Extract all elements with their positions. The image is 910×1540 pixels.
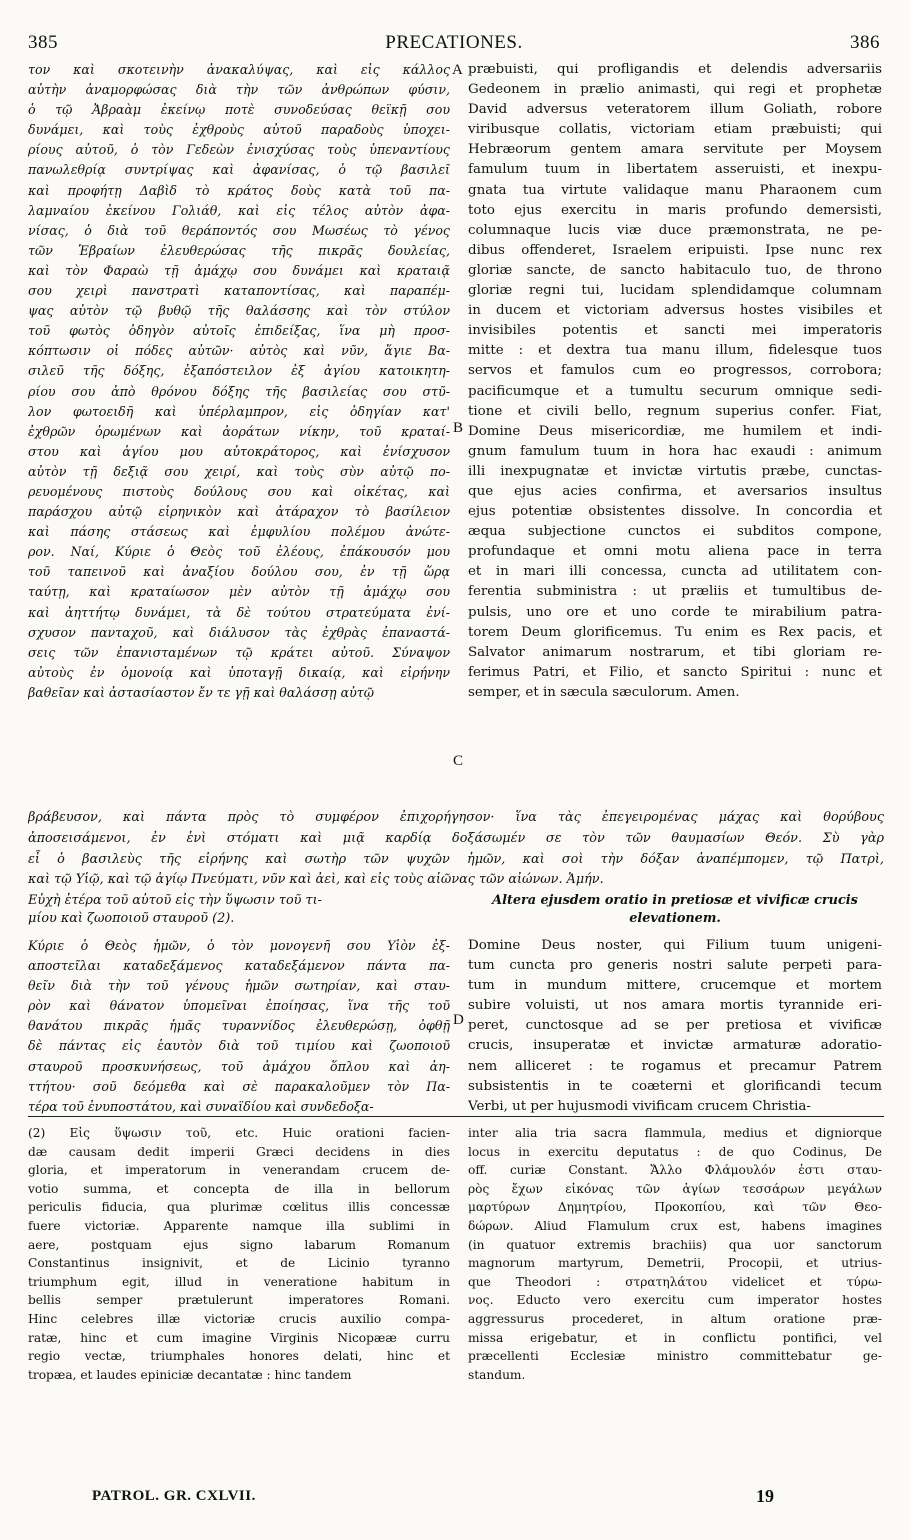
- footnote-line: regio vectæ, triumphales honores delati, hinc et: [28, 1349, 450, 1364]
- latin-text-line: David adversus veteratorem illum Goliath, robore: [468, 102, 882, 118]
- greek-column-second: [28, 936, 450, 1117]
- latin-text-line: pulsis, uno ore et uno corde te mirabilium patra-: [468, 604, 882, 620]
- footnote-line: missa erigebatur, et in conflictu pontifici, vel: [468, 1330, 882, 1345]
- greek-text-line: αποστεῖλαι καταδεξάμενος καταδεξάμενον πάντα πα-: [28, 958, 450, 974]
- greek-text-line: ρον. Ναί, Κύριε ὁ Θεὸς τοῦ ἐλέους, ἐπάκουσόν μου: [28, 544, 450, 560]
- latin-text-line: peret, cunctosque ad se per pretiosa et vivificæ: [468, 1018, 882, 1034]
- footnote-left: [28, 1124, 450, 1384]
- latin-text-line: subsistentis in te coæterni et glorificandi tecum: [468, 1078, 882, 1094]
- greek-text-line: αὐτοὺς ἐν ὁμονοίᾳ καὶ ὑποταγῇ δικαίᾳ, καὶ εἰρήνην: [28, 664, 450, 680]
- footnote-line: aere, postquam ejus signo labarum Romanum: [28, 1237, 450, 1252]
- footnote-divider: [28, 1116, 884, 1117]
- latin-text-line: gnum famulum tuum in hora hac exaudi : animum: [468, 443, 882, 459]
- greek-text-line: τοῦ φωτὸς ὁδηγὸν αὐτοῖς ἐπιδείξας, ἵνα μὴ προσ-: [28, 323, 450, 339]
- latin-text-line: præbuisti, qui profligandis et delendis adversariis: [468, 62, 882, 77]
- greek-text-line: καὶ τὸν Φαραὼ τῇ ἀμάχῳ σου δυνάμει καὶ κραταιᾷ: [28, 262, 450, 278]
- greek-text-line: λαμναίου ἐκείνου Γολιάθ, καὶ εἰς τέλος αὐτὸν ἀφα-: [28, 202, 450, 218]
- footnote-line: præcellenti Ecclesiæ ministro committebatur ge-: [468, 1349, 882, 1364]
- footnote-line: periculis fiducia, qua plurimæ cœlitus illis concessæ: [28, 1200, 450, 1215]
- latin-text-line: gnata tua virtute validaque manu Pharaonem cum: [468, 182, 882, 198]
- greek-text-line: κόπτωσιν οἱ πόδες αὐτῶν· αὐτὸς καὶ νῦν, ἅγιε Βα-: [28, 343, 450, 359]
- greek-text-line: ἐχθρῶν ὁρωμένων καὶ ἀοράτων νίκην, τοῦ κραταί-: [28, 423, 450, 439]
- greek-full-line: βράβευσον, καὶ πάντα πρὸς τὸ συμφέρον ἐπιχορήγησον· ἵνα τὰς ἐπεγειρομένας μάχας καὶ θορύβους: [28, 810, 884, 825]
- greek-text-line: Κύριε ὁ Θεὸς ἡμῶν, ὁ τὸν μονογενῆ σου Υἱὸν ἐξ-: [28, 938, 450, 953]
- latin-text-line: mitte : et dextra tua manu illum, fidelesque tuos: [468, 343, 882, 359]
- printer-signature: 19: [756, 1486, 774, 1506]
- latin-text-line: viribusque collatis, victoriam etiam præbuisti; qui: [468, 122, 882, 138]
- greek-text-line: ρίου σου ἀπὸ θρόνου δόξης τῆς βασιλείας σου στῦ-: [28, 383, 450, 399]
- footnote-line: δώρων. Aliud Flamulum crux est, habens imagines: [468, 1218, 882, 1233]
- latin-text-line: ferentia subministra : ut præliis et tumultibus de-: [468, 584, 882, 600]
- footnote-line: triumphum egit, illud in veneratione habitum in: [28, 1274, 450, 1289]
- footnote-line: νος. Educto vero exercitu cum imperator hostes: [468, 1293, 882, 1308]
- latin-column-second: [468, 936, 882, 1117]
- greek-text-line: πανωλεθρίᾳ συντρίψας καὶ ἀφανίσας, ὁ τῷ βασιλεῖ: [28, 162, 450, 178]
- margin-marker-a: A: [452, 62, 463, 78]
- latin-text-line: torem Deum glorificemus. Tu enim es Rex pacis, et: [468, 624, 882, 640]
- latin-text-line: tione et civili bello, regnum superius confer. Fiat,: [468, 403, 882, 419]
- latin-text-line: semper, et in sæcula sæculorum. Amen.: [468, 684, 740, 700]
- footnote-line: inter alia tria sacra flammula, medius et digniorque: [468, 1126, 882, 1140]
- footnote-line: magnorum martyrum, Demetrii, Procopii, et utrius-: [468, 1256, 882, 1271]
- greek-title-line: Εὐχὴ ἑτέρα τοῦ αὐτοῦ εἰς τὴν ὕψωσιν τοῦ τι-: [28, 893, 322, 908]
- footnote-line: (in quatuor extremis brachiis) qua uor sanctorum: [468, 1237, 882, 1252]
- latin-text-line: toto ejus exercitu in maris profundo demersisti,: [468, 202, 882, 218]
- greek-text-line: ττήτου· σοῦ δεόμεθα καὶ σὲ παρακαλοῦμεν τὸν Πα-: [28, 1078, 450, 1094]
- footnote-line: ρὸς ἔχων εἰκόνας τῶν ἁγίων τεσσάρων μεγάλων: [468, 1181, 882, 1196]
- greek-full-line: ἀποσεισάμενοι, ἐν ἑνὶ στόματι καὶ μιᾷ καρδίᾳ δοξάσωμέν σε τὸν τῶν θαυμασίων Θεόν. Σὺ γὰρ: [28, 830, 884, 846]
- footnote-line: bellis semper prætulerunt imperatores Romani.: [28, 1293, 450, 1308]
- greek-text-line: αὐτὴν ἀναμορφώσας διὰ τὴν τῶν ἀνθρώπων φύσιν,: [28, 82, 450, 98]
- latin-text-line: Domine Deus noster, qui Filium tuum unigeni-: [468, 938, 882, 953]
- latin-text-line: æqua subjectione cunctos ei subditos compone,: [468, 524, 882, 540]
- greek-text-line: σεις τῶν ἐπανισταμένων τῷ κράτει αὐτοῦ. Σύναψον: [28, 644, 450, 660]
- greek-text-line: θεῖν διὰ τὴν τοῦ γένους ἡμῶν σωτηρίαν, καὶ σταυ-: [28, 978, 450, 994]
- latin-text-line: servos et famulos cum eo progressos, corrobora;: [468, 363, 882, 379]
- latin-text-line: gloriæ regni tui, lucidam splendidamque columnam: [468, 283, 882, 299]
- latin-text-line: Verbi, ut per hujusmodi vivificam crucem Christia-: [468, 1098, 811, 1114]
- footnote-line: Hinc celebres illæ victoriæ crucis auxilio compa-: [28, 1311, 450, 1326]
- latin-text-line: ejus potentiæ obsistentes dissolve. In concordia et: [468, 504, 882, 520]
- greek-text-line: καὶ ἀηττήτῳ δυνάμει, τὰ δὲ τούτου στρατεύματα ἐνί-: [28, 604, 450, 620]
- running-title: PRECATIONES.: [385, 32, 523, 53]
- footnote-line: fuere victoriæ. Apparente namque illa sublimi in: [28, 1218, 450, 1233]
- latin-text-line: dibus offenderet, Israelem eripuisti. Ipse nunc rex: [468, 242, 882, 258]
- latin-text-line: tum cuncta pro generis nostri salute perpeti para-: [468, 958, 882, 974]
- footnote-line: ratæ, hinc et cum imagine Virginis Nicopææ curru: [28, 1330, 450, 1345]
- greek-text-line: δὲ πάντας εἰς ἑαυτὸν διὰ τοῦ τιμίου καὶ ζωοποιοῦ: [28, 1038, 450, 1054]
- footnote-line: gloria, et imperatorum in venerandam crucem de-: [28, 1163, 450, 1178]
- footnote-line: Constantinus insignivit, et de Licinio tyranno: [28, 1256, 450, 1271]
- latin-prayer-title: [468, 892, 882, 928]
- greek-text-line: λον φωτοειδῆ καὶ ὑπέρλαμπρον, εἰς ὁδηγίαν κατ': [28, 403, 450, 419]
- greek-prayer-title: [28, 892, 450, 928]
- latin-text-line: et in mari illi concessa, cuncta ad utilitatem con-: [468, 564, 882, 580]
- latin-text-line: tum in mundum mittere, crucemque et mortem: [468, 978, 882, 994]
- latin-text-line: famulum tuum in libertatem asseruisti, et inexpu-: [468, 162, 882, 178]
- greek-text-line: ρὸν καὶ θάνατον ὑπομεῖναι ἐποίησας, ἵνα τῆς τοῦ: [28, 998, 450, 1014]
- latin-text-line: invisibiles potentis et sancti mei imperatoris: [468, 323, 882, 339]
- greek-title-line: μίου καὶ ζωοποιοῦ σταυροῦ (2).: [28, 911, 235, 926]
- margin-marker-d: D: [453, 1012, 464, 1028]
- page-number-left: 385: [28, 32, 58, 53]
- footnote-line: off. curiæ Constant. Ἄλλο Φλάμουλόν ἐστι σταυ-: [468, 1163, 882, 1178]
- greek-text-line: ταύτῃ, καὶ κραταίωσον μὲν αὐτὸν τῇ ἀμάχῳ σου: [28, 584, 450, 600]
- greek-text-line: στου καὶ ἁγίου μου αὐτοκράτορος, καὶ ἐνίσχυσον: [28, 443, 450, 459]
- latin-text-line: in ducem et victoriam adversus hostes visibiles et: [468, 303, 882, 319]
- latin-text-line: Gedeonem in prælio animasti, qui regi et prophetæ: [468, 82, 882, 98]
- greek-text-line: αὐτὸν τῇ δεξιᾷ σου χειρί, καὶ τοὺς σὺν αὐτῷ πο-: [28, 463, 450, 479]
- latin-title-line: elevationem.: [629, 911, 721, 926]
- greek-full-line: καὶ τῷ Υἱῷ, καὶ τῷ ἁγίῳ Πνεύματι, νῦν καὶ ἀεὶ, καὶ εἰς τοὺς αἰῶνας τῶν αἰώνων. Ἀμήν.: [28, 872, 604, 888]
- latin-text-line: Hebræorum gentem amara servitute per Moysem: [468, 142, 882, 158]
- latin-text-line: gloriæ sancte, de sancto habitaculo tuo, de throno: [468, 262, 882, 278]
- greek-text-line: τοῦ ταπεινοῦ καὶ ἀναξίου δούλου σου, ἐν τῇ ὥρᾳ: [28, 564, 450, 580]
- greek-text-line: νίσας, ὁ διὰ τοῦ θεράποντός σου Μωσέως τὸ γένος: [28, 222, 450, 238]
- footnote-line: tropæa, et laudes epiniciæ decantatæ : hinc tandem: [28, 1367, 352, 1382]
- footnote-line: (2) Εἰς ὕψωσιν τοῦ, etc. Huic orationi facien-: [28, 1126, 450, 1140]
- latin-title-line: Altera ejusdem oratio in pretiosæ et vivificæ crucis: [492, 893, 858, 908]
- latin-text-line: crucis, insuperatæ et invictæ armaturæ adoratio-: [468, 1038, 882, 1054]
- footnote-line: locus in exercitu deputatus : de quo Codinus, De: [468, 1144, 882, 1159]
- greek-full-width-lines: [28, 808, 884, 891]
- greek-text-line: βαθεῖαν καὶ ἀστασίαστον ἔν τε γῇ καὶ θαλάσσῃ αὐτῷ: [28, 684, 374, 700]
- latin-text-line: ferimus Patri, et Filio, et sancto Spiritui : nunc et: [468, 664, 882, 680]
- footnote-line: votio summa, et concepta de illa in bellorum: [28, 1181, 450, 1196]
- latin-text-line: Salvator animarum nostrarum, et tibi gloriam re-: [468, 644, 882, 660]
- greek-text-line: τῶν Ἑβραίων ἐλευθερώσας τῆς πικρᾶς δουλείας,: [28, 242, 450, 258]
- greek-text-line: ψας αὐτὸν τῷ βυθῷ τῆς θαλάσσης καὶ τὸν στύλον: [28, 303, 450, 319]
- greek-column-top: [28, 60, 450, 703]
- footnote-line: que Theodori : στρατηλάτου videlicet et τύρω-: [468, 1274, 882, 1289]
- greek-full-line: εἶ ὁ βασιλεὺς τῆς εἰρήνης καὶ σωτὴρ τῶν ψυχῶν ἡμῶν, καὶ σοὶ τὴν δόξαν ἀναπέμπομεν, τῷ Πατρὶ,: [28, 851, 884, 867]
- greek-text-line: καὶ πάσης στάσεως καὶ ἐμφυλίου πολέμου ἀνώτε-: [28, 524, 450, 540]
- latin-column-top: [468, 60, 882, 703]
- margin-marker-c: C: [453, 753, 464, 769]
- latin-text-line: subire voluisti, ut nos amara mortis tyrannide eri-: [468, 998, 882, 1014]
- greek-text-line: σταυροῦ προσκυνήσεως, τοῦ ἀμάχου ὅπλου καὶ ἀη-: [28, 1058, 450, 1074]
- latin-text-line: illi inexpugnatæ et invictæ virtutis præbe, cunctas-: [468, 463, 882, 479]
- footnote-line: dæ causam dedit imperii Græci decidens in dies: [28, 1144, 450, 1159]
- greek-text-line: τέρα τοῦ ἐνυποστάτου, καὶ συναϊδίου καὶ συνδεδοξα-: [28, 1098, 374, 1114]
- greek-text-line: ὁ τῷ Ἀβραὰμ ἐκείνῳ ποτὲ συνοδεύσας θεϊκῇ σου: [28, 102, 450, 118]
- page-number-right: 386: [850, 32, 880, 53]
- greek-text-line: ρίους αὐτοῦ, ὁ τὸν Γεδεὼν ἐνισχύσας τοὺς ὑπεναντίους: [28, 142, 450, 158]
- greek-text-line: ρευομένους πιστοὺς δούλους σου καὶ οἰκέτας, καὶ: [28, 483, 450, 499]
- footnote-line: aggressurus procederet, in altum oratione præ-: [468, 1311, 882, 1326]
- margin-marker-b: B: [453, 420, 464, 436]
- volume-signature: PATROL. GR. CXLVII.: [92, 1488, 256, 1504]
- latin-text-line: Domine Deus misericordiæ, me humilem et indi-: [468, 423, 882, 439]
- greek-text-line: παράσχου αὐτῷ εἰρηνικὸν καὶ ἀτάραχον τὸ βασίλειον: [28, 504, 450, 520]
- footnote-line: standum.: [468, 1367, 526, 1382]
- latin-text-line: pacificumque et a tumultu securum omnique sedi-: [468, 383, 882, 399]
- greek-text-line: σχυσον πανταχοῦ, καὶ διάλυσον τὰς ἐχθρὰς ἐπαναστά-: [28, 624, 450, 640]
- latin-text-line: nem alliceret : te rogamus et precamur Patrem: [468, 1058, 882, 1074]
- footnote-line: μαρτύρων Δημητρίου, Προκοπίου, καὶ τῶν Θεο-: [468, 1200, 882, 1215]
- greek-text-line: δυνάμει, καὶ τοὺς ἐχθροὺς αὐτοῦ παραδοὺς ὑποχει-: [28, 122, 450, 138]
- footnote-right: [468, 1124, 882, 1384]
- greek-text-line: θανάτου πικρᾶς ἡμᾶς τυραννίδος ἐλευθερώσῃ, ὀφθῇ: [28, 1018, 450, 1034]
- greek-text-line: τον καὶ σκοτεινὴν ἀνακαλύψας, καὶ εἰς κάλλος: [28, 62, 450, 77]
- latin-text-line: que ejus acies confirma, et aversarios insultus: [468, 483, 882, 499]
- greek-text-line: καὶ προφήτῃ Δαβὶδ τὸ κράτος δοὺς κατὰ τοῦ πα-: [28, 182, 450, 198]
- greek-text-line: σου χειρὶ πανστρατὶ καταποντίσας, καὶ παραπέμ-: [28, 283, 450, 299]
- greek-text-line: σιλεῦ τῆς δόξης, ἐξαπόστειλον ἐξ ἁγίου κατοικητη-: [28, 363, 450, 379]
- running-header: [28, 32, 880, 56]
- latin-text-line: profundaque et omni motu aliena pace in terra: [468, 544, 882, 560]
- latin-text-line: columnaque lucis viæ duce præmonstrata, ne pe-: [468, 222, 882, 238]
